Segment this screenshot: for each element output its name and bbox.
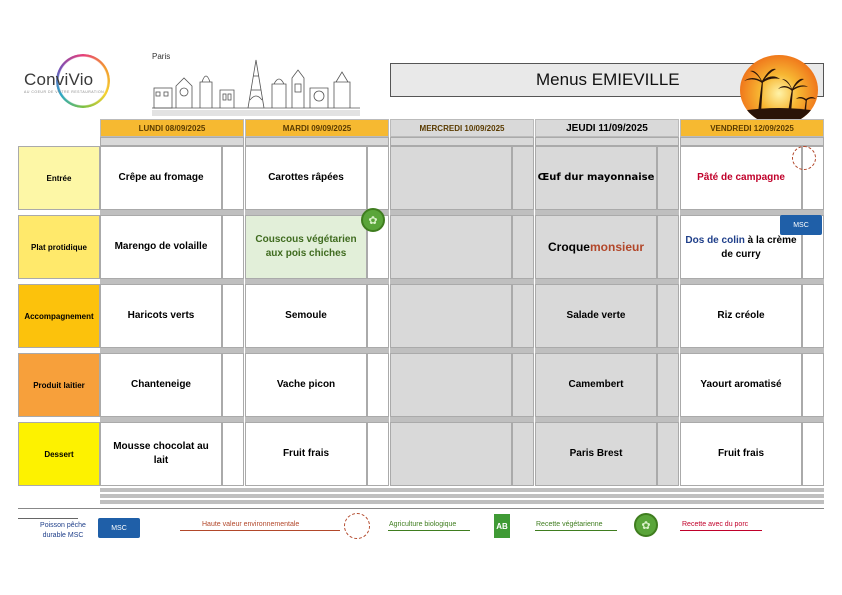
legend-msc: Poisson pêche durable MSC: [40, 522, 86, 539]
side-cell: [802, 284, 824, 348]
skyline-icon: [152, 52, 362, 118]
side-cell: [222, 146, 244, 210]
day-label: MERCREDI 10/09/2025: [419, 123, 505, 133]
category-entree: [18, 146, 100, 210]
category-dessert: [18, 422, 100, 486]
row-separator: [535, 210, 679, 215]
dish-name: Fruit frais: [282, 448, 330, 459]
dish-name: Salade verte: [566, 310, 626, 321]
vegetarian-legend-glyph: ✿: [641, 519, 651, 532]
side-cell: [657, 146, 679, 210]
legend-hve: Haute valeur environnementale: [202, 521, 300, 528]
legend-underline: [535, 530, 617, 531]
legend-pork: Recette avec du porc: [682, 521, 749, 528]
side-cell: [367, 284, 389, 348]
side-cell: [512, 215, 534, 279]
dish-name: Carottes râpées: [268, 172, 344, 183]
dish-name: Haricots verts: [127, 310, 195, 321]
palm-tree-icon: [740, 55, 818, 125]
menu-cell-jeudi-accompagnement: [535, 284, 657, 348]
hve-badge-icon: [792, 146, 816, 170]
vegetarian-glyph: ✿: [368, 214, 378, 227]
pork-dish-highlight: monsieur: [589, 240, 644, 254]
row-separator: [680, 417, 824, 422]
dish-name: Crêpe au fromage: [118, 172, 204, 183]
side-cell: [657, 215, 679, 279]
dish-name: Couscous végétarien aux pois chiches: [255, 234, 357, 259]
ab-logo-text: AB: [496, 521, 508, 531]
row-separator: [100, 279, 244, 284]
side-cell: [802, 422, 824, 486]
menu-title: Menus EMIEVILLE: [536, 70, 680, 89]
menu-cell-mercredi-produit-laitier: [390, 353, 512, 417]
menu-cell-jeudi-produit-laitier: [535, 353, 657, 417]
side-cell: [222, 422, 244, 486]
menu-cell-mardi-plat: [245, 215, 367, 279]
row-separator: [100, 210, 244, 215]
menu-cell-lundi-produit-laitier: [100, 353, 222, 417]
bottom-stripe: [100, 494, 824, 498]
dish-name: Yaourt aromatisé: [700, 379, 782, 390]
side-cell: [512, 146, 534, 210]
menu-cell-mardi-entree: [245, 146, 367, 210]
dish-name: Paris Brest: [569, 448, 623, 459]
menu-cell-lundi-plat: [100, 215, 222, 279]
day-label: LUNDI 08/09/2025: [138, 123, 206, 133]
legend-underline: [680, 530, 762, 531]
legend-underline: [18, 518, 78, 519]
sunset-palm-illustration: [740, 55, 818, 125]
convivio-logo: [20, 52, 112, 112]
dish-name: Marengo de volaille: [114, 241, 208, 252]
footer-divider: [18, 508, 824, 509]
menu-cell-mercredi-entree: [390, 146, 512, 210]
msc-fish-highlight: Dos de colin: [685, 235, 745, 246]
menu-cell-lundi-accompagnement: [100, 284, 222, 348]
row-separator: [245, 348, 389, 353]
msc-label-icon: [780, 215, 822, 235]
category-label: Entrée: [46, 173, 72, 183]
row-separator: [535, 348, 679, 353]
category-label: Accompagnement: [24, 311, 94, 321]
side-cell: [367, 353, 389, 417]
menu-cell-lundi-dessert: [100, 422, 222, 486]
city-label: Paris: [152, 52, 171, 61]
menu-cell-vendredi-dessert: [680, 422, 802, 486]
row-separator: [390, 417, 534, 422]
side-cell: [657, 353, 679, 417]
row-separator: [390, 348, 534, 353]
row-separator: [680, 279, 824, 284]
dish-name: Chanteneige: [130, 379, 191, 390]
day-label: MARDI 09/09/2025: [282, 123, 352, 133]
category-accompagnement: [18, 284, 100, 348]
side-cell: [222, 353, 244, 417]
dish-name: Mousse chocolat au lait: [113, 441, 209, 466]
vegetarian-legend-icon: [634, 513, 658, 537]
side-cell: [222, 284, 244, 348]
day-header-vendredi: [680, 119, 824, 137]
row-separator: [245, 279, 389, 284]
side-cell: [512, 353, 534, 417]
side-cell: [802, 353, 824, 417]
header-strip: [390, 137, 534, 146]
row-separator: [390, 279, 534, 284]
side-cell: [512, 284, 534, 348]
legend-vegetarian: Recette végétarienne: [536, 521, 603, 528]
side-cell: [367, 422, 389, 486]
row-separator: [535, 417, 679, 422]
row-separator: [680, 348, 824, 353]
dish-name: Riz créole: [717, 310, 765, 321]
hve-legend-icon: [344, 513, 370, 539]
row-separator: [535, 279, 679, 284]
dish-name: Camembert: [568, 379, 624, 390]
menu-cell-mercredi-dessert: [390, 422, 512, 486]
header-strip: [245, 137, 389, 146]
menu-cell-mardi-dessert: [245, 422, 367, 486]
legend-underline: [388, 530, 470, 531]
vegetarian-badge-icon: [361, 208, 385, 232]
day-header-lundi: [100, 119, 244, 137]
day-header-jeudi: [535, 119, 679, 137]
category-label: Produit laitier: [33, 380, 85, 390]
side-cell: [512, 422, 534, 486]
side-cell: [367, 146, 389, 210]
side-cell: [657, 422, 679, 486]
brand-name: ConviVio: [24, 70, 94, 89]
dish-name: Vache picon: [276, 379, 336, 390]
menu-cell-mardi-accompagnement: [245, 284, 367, 348]
msc-badge-text: MSC: [793, 221, 809, 229]
ab-logo-icon: [494, 514, 510, 538]
row-separator: [245, 417, 389, 422]
menu-cell-mercredi-accompagnement: [390, 284, 512, 348]
dish-name: Semoule: [285, 310, 327, 321]
bottom-stripe: [100, 488, 824, 492]
menu-cell-vendredi-accompagnement: [680, 284, 802, 348]
legend-bio: Agriculture biologique: [389, 521, 457, 528]
category-produit-laitier: [18, 353, 100, 417]
brand-tagline: AU COEUR DE VOTRE RESTAURATION: [24, 90, 105, 94]
menu-cell-vendredi-produit-laitier: [680, 353, 802, 417]
header-strip: [100, 137, 244, 146]
category-label: Dessert: [44, 449, 74, 459]
row-separator: [390, 210, 534, 215]
header-strip: [680, 137, 824, 146]
day-header-mardi: [245, 119, 389, 137]
msc-legend-text: MSC: [111, 524, 127, 532]
row-separator: [100, 348, 244, 353]
dish-name-part: Croque: [547, 240, 590, 254]
dish-name: Œuf dur mayonnaise: [537, 172, 655, 183]
menu-cell-vendredi-entree: [680, 146, 802, 210]
msc-legend-icon: [98, 518, 140, 538]
category-plat: [18, 215, 100, 279]
menu-cell-jeudi-entree: [535, 146, 657, 210]
dish-name: Pâté de campagne: [697, 172, 785, 183]
header-strip: [535, 137, 679, 146]
menu-cell-jeudi-plat: [535, 215, 657, 279]
menu-cell-mardi-produit-laitier: [245, 353, 367, 417]
category-label: Plat protidique: [31, 242, 87, 252]
side-cell: [222, 215, 244, 279]
menu-cell-lundi-entree: [100, 146, 222, 210]
paris-skyline-illustration: [152, 52, 362, 118]
day-label: JEUDI 11/09/2025: [566, 122, 648, 134]
dish-name: Fruit frais: [717, 448, 765, 459]
day-label: VENDREDI 12/09/2025: [710, 123, 794, 133]
row-separator: [100, 417, 244, 422]
bottom-stripe: [100, 500, 824, 504]
side-cell: [657, 284, 679, 348]
day-header-mercredi: [390, 119, 534, 137]
menu-cell-jeudi-dessert: [535, 422, 657, 486]
menu-cell-mercredi-plat: [390, 215, 512, 279]
dish-name-part: à la crème de curry: [721, 235, 797, 260]
legend-underline: [180, 530, 340, 531]
